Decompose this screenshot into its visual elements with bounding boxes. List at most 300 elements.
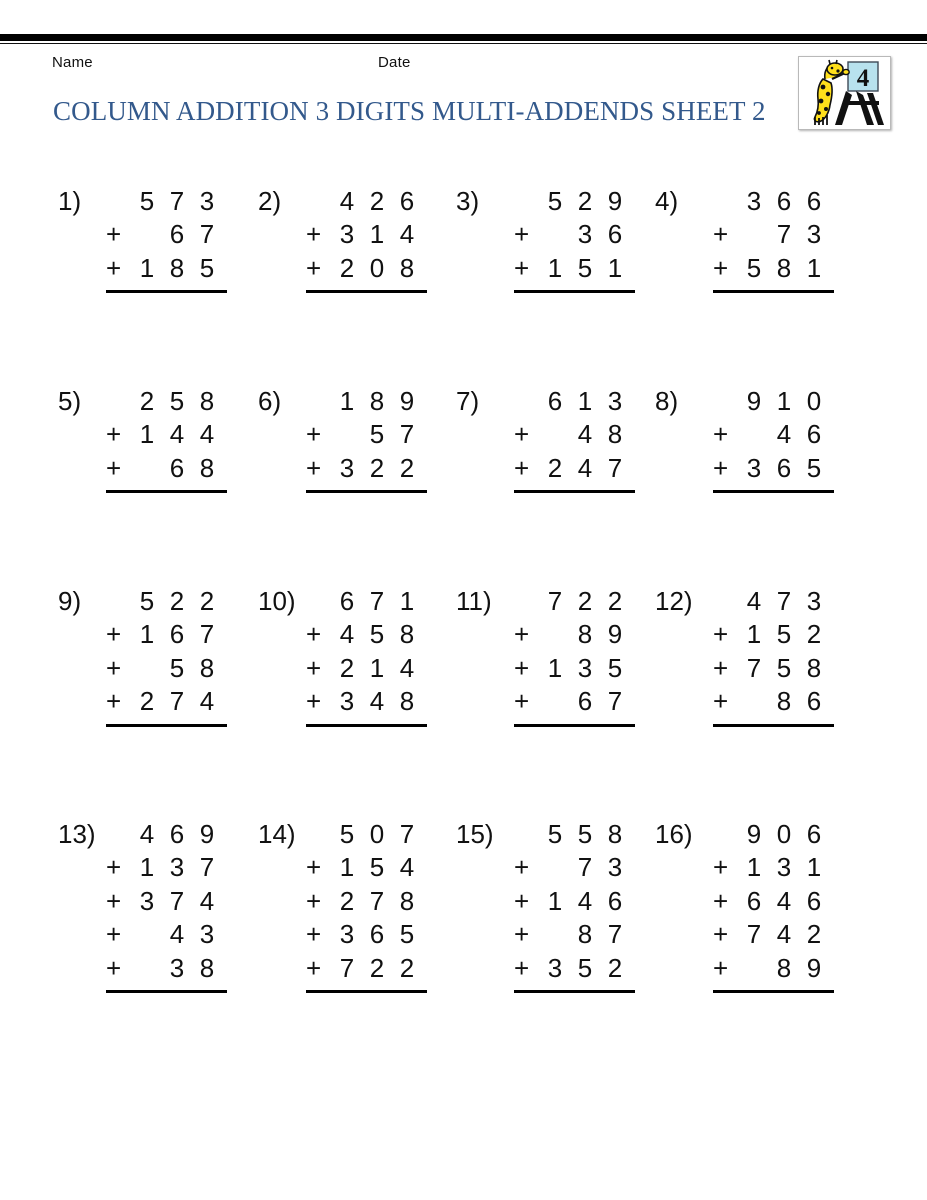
- digit: 7: [339, 952, 355, 983]
- digit: 9: [607, 186, 623, 216]
- plus-operator: +: [713, 252, 729, 283]
- digit: 7: [369, 586, 385, 616]
- addend-row: [713, 621, 834, 654]
- addend-row: [106, 588, 227, 621]
- addend-row: [514, 188, 635, 221]
- digit: 2: [607, 952, 623, 983]
- digit: 4: [169, 419, 185, 450]
- answer-rule: [514, 490, 635, 493]
- plus-operator: +: [306, 852, 322, 883]
- answer-rule: [514, 990, 635, 993]
- digit: 2: [199, 586, 215, 616]
- digit: 3: [607, 852, 623, 883]
- addend-row: [713, 952, 834, 988]
- problem-number: 9): [58, 586, 82, 616]
- digit: 1: [369, 219, 385, 250]
- addend-row: [514, 452, 635, 488]
- addend-row: [306, 821, 427, 854]
- plus-operator: +: [106, 885, 122, 916]
- addend-row: [713, 921, 834, 954]
- addend-row: [306, 421, 427, 454]
- plus-operator: +: [514, 419, 530, 450]
- plus-operator: +: [306, 919, 322, 950]
- plus-operator: +: [106, 919, 122, 950]
- answer-rule: [713, 724, 834, 727]
- digit: 7: [776, 219, 792, 250]
- answer-rule: [306, 290, 427, 293]
- digit: 4: [369, 686, 385, 717]
- digit: 6: [806, 686, 822, 717]
- digit: 8: [776, 686, 792, 717]
- digit: 1: [547, 652, 563, 683]
- digit: 4: [746, 586, 762, 616]
- digit: 8: [776, 252, 792, 283]
- digit: 8: [776, 952, 792, 983]
- digit: 6: [169, 452, 185, 483]
- addition-stack: [106, 388, 227, 493]
- plus-operator: +: [514, 452, 530, 483]
- problem-number: 12): [655, 586, 693, 616]
- digit: 8: [199, 652, 215, 683]
- addend-row: [514, 588, 635, 621]
- addend-row: [713, 421, 834, 454]
- digit: 6: [776, 452, 792, 483]
- answer-rule: [713, 290, 834, 293]
- plus-operator: +: [514, 885, 530, 916]
- digit: 2: [607, 586, 623, 616]
- digit: 0: [806, 386, 822, 416]
- digit: 5: [547, 186, 563, 216]
- digit: 3: [339, 219, 355, 250]
- digit: 7: [607, 452, 623, 483]
- plus-operator: +: [514, 252, 530, 283]
- digit: 6: [806, 186, 822, 216]
- digit: 0: [776, 819, 792, 849]
- addition-stack: [713, 188, 834, 293]
- addition-stack: [713, 588, 834, 727]
- plus-operator: +: [306, 219, 322, 250]
- digit: 8: [577, 619, 593, 650]
- digit: 5: [577, 252, 593, 283]
- addend-row: [106, 652, 227, 688]
- addend-row: [306, 688, 427, 721]
- digit: 1: [806, 252, 822, 283]
- digit: 9: [806, 952, 822, 983]
- digit: 4: [577, 452, 593, 483]
- digit: 3: [577, 652, 593, 683]
- digit: 6: [776, 186, 792, 216]
- digit: 2: [577, 586, 593, 616]
- digit: 2: [369, 186, 385, 216]
- digit: 5: [776, 619, 792, 650]
- digit: 7: [746, 919, 762, 950]
- digit: 2: [399, 952, 415, 983]
- digit: 3: [746, 186, 762, 216]
- plus-operator: +: [514, 686, 530, 717]
- digit: 6: [577, 686, 593, 717]
- plus-operator: +: [106, 419, 122, 450]
- digit: 1: [139, 252, 155, 283]
- digit: 3: [169, 952, 185, 983]
- digit: 6: [806, 885, 822, 916]
- problem-number: 14): [258, 819, 296, 849]
- addition-stack: [514, 188, 635, 293]
- digit: 4: [399, 852, 415, 883]
- digit: 6: [607, 885, 623, 916]
- digit: 4: [199, 419, 215, 450]
- digit: 2: [169, 586, 185, 616]
- problem-number: 4): [655, 186, 679, 216]
- addend-row: [514, 821, 635, 854]
- digit: 1: [607, 252, 623, 283]
- digit: 7: [607, 686, 623, 717]
- digit: 8: [399, 885, 415, 916]
- plus-operator: +: [713, 919, 729, 950]
- addend-row: [713, 652, 834, 688]
- digit: 7: [607, 919, 623, 950]
- addend-row: [306, 885, 427, 921]
- digit: 3: [199, 919, 215, 950]
- page-title: COLUMN ADDITION 3 DIGITS MULTI-ADDENDS SHEET 2: [53, 96, 766, 126]
- digit: 2: [139, 386, 155, 416]
- digit: 9: [399, 386, 415, 416]
- problem-number: 3): [456, 186, 480, 216]
- plus-operator: +: [514, 952, 530, 983]
- plus-operator: +: [713, 952, 729, 983]
- addend-row: [106, 885, 227, 921]
- digit: 9: [607, 619, 623, 650]
- addend-row: [306, 854, 427, 887]
- digit: 5: [607, 652, 623, 683]
- digit: 9: [746, 819, 762, 849]
- digit: 5: [547, 819, 563, 849]
- digit: 8: [199, 452, 215, 483]
- digit: 8: [199, 386, 215, 416]
- problem-number: 8): [655, 386, 679, 416]
- digit: 4: [399, 652, 415, 683]
- digit: 1: [139, 852, 155, 883]
- digit: 7: [746, 652, 762, 683]
- digit: 1: [577, 386, 593, 416]
- digit: 8: [607, 819, 623, 849]
- digit: 5: [169, 386, 185, 416]
- addend-row: [514, 885, 635, 921]
- digit: 6: [399, 186, 415, 216]
- addend-row: [106, 921, 227, 954]
- digit: 2: [369, 952, 385, 983]
- digit: 3: [339, 452, 355, 483]
- addition-stack: [514, 388, 635, 493]
- answer-rule: [106, 724, 227, 727]
- digit: 8: [399, 619, 415, 650]
- plus-operator: +: [306, 686, 322, 717]
- addend-row: [514, 621, 635, 654]
- addend-row: [106, 452, 227, 488]
- digit: 1: [746, 852, 762, 883]
- digit: 6: [607, 219, 623, 250]
- digit: 6: [806, 819, 822, 849]
- digit: 1: [139, 419, 155, 450]
- digit: 3: [339, 919, 355, 950]
- addend-row: [713, 252, 834, 288]
- problem-number: 10): [258, 586, 296, 616]
- digit: 7: [776, 586, 792, 616]
- plus-operator: +: [514, 619, 530, 650]
- addend-row: [306, 588, 427, 621]
- digit: 7: [199, 852, 215, 883]
- digit: 6: [369, 919, 385, 950]
- digit: 6: [806, 419, 822, 450]
- digit: 2: [339, 652, 355, 683]
- addend-row: [306, 252, 427, 288]
- digit: 3: [139, 885, 155, 916]
- addend-row: [106, 421, 227, 454]
- digit: 5: [339, 819, 355, 849]
- digit: 7: [199, 619, 215, 650]
- plus-operator: +: [106, 852, 122, 883]
- digit: 6: [169, 619, 185, 650]
- digit: 4: [776, 919, 792, 950]
- answer-rule: [713, 990, 834, 993]
- digit: 3: [806, 586, 822, 616]
- digit: 5: [746, 252, 762, 283]
- addend-row: [306, 952, 427, 988]
- digit: 7: [369, 885, 385, 916]
- digit: 7: [199, 219, 215, 250]
- digit: 9: [199, 819, 215, 849]
- addend-row: [713, 688, 834, 721]
- plus-operator: +: [713, 686, 729, 717]
- digit: 1: [776, 386, 792, 416]
- digit: 1: [547, 885, 563, 916]
- digit: 1: [339, 386, 355, 416]
- digit: 5: [369, 619, 385, 650]
- addend-row: [306, 188, 427, 221]
- plus-operator: +: [514, 852, 530, 883]
- digit: 1: [547, 252, 563, 283]
- digit: 4: [199, 885, 215, 916]
- answer-rule: [306, 990, 427, 993]
- plus-operator: +: [306, 452, 322, 483]
- addend-row: [106, 188, 227, 221]
- digit: 8: [399, 252, 415, 283]
- problem-number: 13): [58, 819, 96, 849]
- plus-operator: +: [713, 852, 729, 883]
- addend-row: [106, 221, 227, 254]
- digit: 1: [339, 852, 355, 883]
- digit: 2: [339, 885, 355, 916]
- plus-operator: +: [306, 252, 322, 283]
- problem-number: 6): [258, 386, 282, 416]
- addend-row: [106, 952, 227, 988]
- plus-operator: +: [713, 219, 729, 250]
- digit: 2: [339, 252, 355, 283]
- addition-stack: [713, 388, 834, 493]
- plus-operator: +: [306, 419, 322, 450]
- digit: 7: [169, 686, 185, 717]
- digit: 3: [746, 452, 762, 483]
- digit: 5: [399, 919, 415, 950]
- digit: 3: [169, 852, 185, 883]
- digit: 5: [776, 652, 792, 683]
- digit: 3: [776, 852, 792, 883]
- addition-stack: [306, 821, 427, 993]
- digit: 5: [577, 952, 593, 983]
- addend-row: [713, 388, 834, 421]
- digit: 6: [339, 586, 355, 616]
- digit: 1: [399, 586, 415, 616]
- addend-row: [514, 688, 635, 721]
- digit: 9: [746, 386, 762, 416]
- digit: 8: [369, 386, 385, 416]
- digit: 2: [399, 452, 415, 483]
- digit: 4: [776, 419, 792, 450]
- plus-operator: +: [106, 219, 122, 250]
- plus-operator: +: [306, 652, 322, 683]
- addend-row: [306, 621, 427, 654]
- addition-stack: [106, 188, 227, 293]
- plus-operator: +: [713, 619, 729, 650]
- plus-operator: +: [106, 686, 122, 717]
- digit: 4: [577, 885, 593, 916]
- addend-row: [306, 221, 427, 254]
- digit: 6: [547, 386, 563, 416]
- plus-operator: +: [106, 252, 122, 283]
- problem-number: 2): [258, 186, 282, 216]
- digit: 1: [139, 619, 155, 650]
- digit: 7: [399, 419, 415, 450]
- addend-row: [514, 854, 635, 887]
- digit: 3: [547, 952, 563, 983]
- plus-operator: +: [713, 652, 729, 683]
- answer-rule: [514, 290, 635, 293]
- digit: 8: [577, 919, 593, 950]
- digit: 7: [547, 586, 563, 616]
- problem-number: 16): [655, 819, 693, 849]
- digit: 5: [369, 419, 385, 450]
- digit: 3: [806, 219, 822, 250]
- digit: 5: [139, 586, 155, 616]
- plus-operator: +: [306, 885, 322, 916]
- problem-number: 7): [456, 386, 480, 416]
- plus-operator: +: [713, 452, 729, 483]
- digit: 4: [339, 186, 355, 216]
- addend-row: [306, 921, 427, 954]
- addend-row: [106, 621, 227, 654]
- digit: 7: [399, 819, 415, 849]
- digit: 5: [139, 186, 155, 216]
- addend-row: [106, 252, 227, 288]
- plus-operator: +: [106, 619, 122, 650]
- digit: 8: [806, 652, 822, 683]
- addition-stack: [306, 588, 427, 727]
- addend-row: [713, 221, 834, 254]
- addition-stack: [106, 821, 227, 993]
- digit: 4: [199, 686, 215, 717]
- name-label: Name: [52, 54, 93, 71]
- digit: 2: [806, 619, 822, 650]
- plus-operator: +: [106, 452, 122, 483]
- plus-operator: +: [106, 952, 122, 983]
- addend-row: [514, 388, 635, 421]
- plus-operator: +: [514, 219, 530, 250]
- addend-row: [713, 821, 834, 854]
- addition-stack: [106, 588, 227, 727]
- addend-row: [514, 952, 635, 988]
- digit: 8: [199, 952, 215, 983]
- answer-rule: [106, 990, 227, 993]
- digit: 6: [169, 819, 185, 849]
- addend-row: [514, 421, 635, 454]
- addition-stack: [514, 821, 635, 993]
- digit: 7: [577, 852, 593, 883]
- problem-number: 15): [456, 819, 494, 849]
- answer-rule: [514, 724, 635, 727]
- digit: 2: [577, 186, 593, 216]
- digit: 3: [339, 686, 355, 717]
- addend-row: [713, 452, 834, 488]
- answer-rule: [106, 290, 227, 293]
- digit: 0: [369, 819, 385, 849]
- digit: 4: [169, 919, 185, 950]
- digit: 3: [607, 386, 623, 416]
- plus-operator: +: [514, 919, 530, 950]
- addend-row: [514, 221, 635, 254]
- digit: 1: [806, 852, 822, 883]
- digit: 8: [169, 252, 185, 283]
- digit: 4: [577, 419, 593, 450]
- digit: 3: [577, 219, 593, 250]
- addend-row: [106, 388, 227, 421]
- digit: 4: [139, 819, 155, 849]
- addend-row: [713, 188, 834, 221]
- date-label: Date: [378, 54, 411, 71]
- addition-stack: [306, 188, 427, 293]
- addend-row: [514, 652, 635, 688]
- addend-row: [106, 854, 227, 887]
- digit: 7: [169, 885, 185, 916]
- digit: 1: [369, 652, 385, 683]
- digit: 5: [577, 819, 593, 849]
- addend-row: [713, 588, 834, 621]
- digit: 4: [339, 619, 355, 650]
- digit: 2: [369, 452, 385, 483]
- digit: 5: [806, 452, 822, 483]
- addend-row: [306, 452, 427, 488]
- digit: 6: [746, 885, 762, 916]
- digit: 2: [547, 452, 563, 483]
- answer-rule: [106, 490, 227, 493]
- digit: 5: [199, 252, 215, 283]
- addend-row: [514, 252, 635, 288]
- digit: 2: [806, 919, 822, 950]
- plus-operator: +: [306, 952, 322, 983]
- addition-stack: [713, 821, 834, 993]
- digit: 0: [369, 252, 385, 283]
- addend-row: [306, 388, 427, 421]
- plus-operator: +: [514, 652, 530, 683]
- digit: 2: [139, 686, 155, 717]
- addend-row: [713, 854, 834, 887]
- board-number: 4: [856, 65, 870, 92]
- addend-row: [306, 652, 427, 688]
- plus-operator: +: [713, 419, 729, 450]
- digit: 7: [169, 186, 185, 216]
- digit: 1: [746, 619, 762, 650]
- addend-row: [106, 821, 227, 854]
- digit: 4: [399, 219, 415, 250]
- problem-number: 1): [58, 186, 82, 216]
